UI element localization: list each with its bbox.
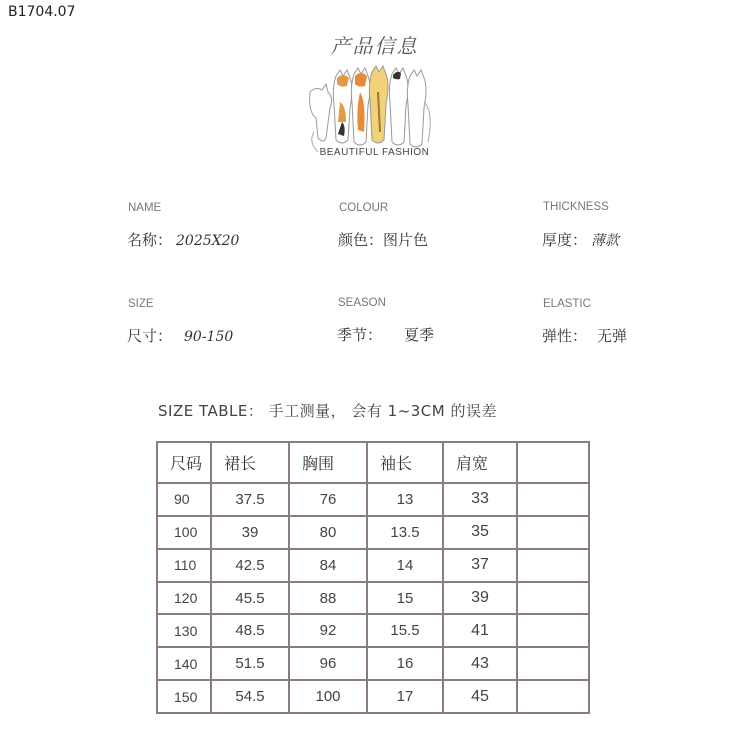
attr-size-label-en: SIZE bbox=[128, 298, 154, 310]
cell-shoulder-width: 33 bbox=[443, 483, 517, 516]
cell-empty bbox=[517, 614, 589, 647]
attr-season-label: 季节： bbox=[337, 326, 383, 344]
cell-sleeve-length: 13 bbox=[367, 483, 443, 516]
cell-shoulder-width: 37 bbox=[443, 549, 517, 582]
attr-thickness-label: 厚度： bbox=[542, 231, 588, 249]
cell-sleeve-length: 16 bbox=[367, 647, 443, 680]
page-title: 产品信息 bbox=[330, 34, 419, 58]
attr-season-value: 夏季 bbox=[404, 326, 435, 344]
cell-skirt-length: 51.5 bbox=[211, 647, 289, 680]
cell-bust: 92 bbox=[289, 614, 367, 647]
cell-bust: 76 bbox=[289, 483, 367, 516]
cell-bust: 96 bbox=[289, 647, 367, 680]
cell-empty bbox=[517, 516, 589, 549]
cell-size: 110 bbox=[157, 549, 211, 582]
table-row bbox=[157, 614, 589, 647]
cell-skirt-length: 54.5 bbox=[211, 680, 289, 713]
header-cell-shoulder-width: 肩宽 bbox=[443, 442, 517, 483]
table-header-row bbox=[157, 442, 589, 483]
attr-name bbox=[127, 229, 239, 250]
cell-shoulder-width: 35 bbox=[443, 516, 517, 549]
header-cell-skirt-length: 裙长 bbox=[211, 442, 289, 483]
cell-size: 90 bbox=[157, 483, 211, 516]
table-row bbox=[157, 483, 589, 516]
size-table bbox=[156, 441, 590, 714]
attr-size-label: 尺寸： bbox=[127, 327, 173, 345]
attr-size-value: 90-150 bbox=[184, 329, 234, 345]
cell-size: 140 bbox=[157, 647, 211, 680]
table-row bbox=[157, 647, 589, 680]
attr-colour-label-en: COLOUR bbox=[339, 202, 389, 214]
product-sku: B1704.07 bbox=[8, 4, 76, 20]
cell-shoulder-width: 41 bbox=[443, 614, 517, 647]
attr-thickness bbox=[542, 229, 619, 250]
attr-elastic-value: 无弹 bbox=[597, 327, 628, 345]
cell-bust: 84 bbox=[289, 549, 367, 582]
cell-shoulder-width: 39 bbox=[443, 582, 517, 615]
cell-skirt-length: 39 bbox=[211, 516, 289, 549]
cell-empty bbox=[517, 549, 589, 582]
cell-sleeve-length: 15 bbox=[367, 582, 443, 615]
cell-shoulder-width: 43 bbox=[443, 647, 517, 680]
cell-bust: 80 bbox=[289, 516, 367, 549]
cell-sleeve-length: 17 bbox=[367, 680, 443, 713]
size-table-title: SIZE TABLE： 手工测量， 会有 1~3CM 的误差 bbox=[158, 402, 497, 420]
attr-name-label-en: NAME bbox=[128, 202, 162, 214]
attr-colour-value: 图片色 bbox=[383, 231, 429, 249]
cell-skirt-length: 42.5 bbox=[211, 549, 289, 582]
cell-empty bbox=[517, 483, 589, 516]
attr-size bbox=[127, 325, 233, 346]
cell-skirt-length: 45.5 bbox=[211, 582, 289, 615]
cell-sleeve-length: 13.5 bbox=[367, 516, 443, 549]
cell-bust: 88 bbox=[289, 582, 367, 615]
cell-skirt-length: 48.5 bbox=[211, 614, 289, 647]
header-cell-empty bbox=[517, 442, 589, 483]
attr-name-label: 名称： bbox=[127, 231, 173, 249]
attr-colour bbox=[338, 229, 428, 250]
cell-bust: 100 bbox=[289, 680, 367, 713]
cell-sleeve-length: 14 bbox=[367, 549, 443, 582]
cell-sleeve-length: 15.5 bbox=[367, 614, 443, 647]
cell-skirt-length: 37.5 bbox=[211, 483, 289, 516]
brand-name: BEAUTIFUL FASHION bbox=[319, 147, 430, 158]
cell-size: 120 bbox=[157, 582, 211, 615]
header-cell-size: 尺码 bbox=[157, 442, 211, 483]
cell-size: 130 bbox=[157, 614, 211, 647]
table-row bbox=[157, 549, 589, 582]
attr-thickness-value: 薄款 bbox=[591, 233, 620, 249]
attr-colour-label: 颜色： bbox=[338, 231, 384, 249]
table-row bbox=[157, 582, 589, 615]
attr-elastic-label-en: ELASTIC bbox=[543, 298, 591, 310]
attr-season-label-en: SEASON bbox=[338, 297, 386, 309]
cell-shoulder-width: 45 bbox=[443, 680, 517, 713]
header-cell-sleeve-length: 袖长 bbox=[367, 442, 443, 483]
attr-name-value: 2025X20 bbox=[176, 233, 240, 249]
table-row bbox=[157, 516, 589, 549]
attr-elastic-label: 弹性： bbox=[542, 327, 588, 345]
attr-thickness-label-en: THICKNESS bbox=[543, 201, 609, 213]
attr-elastic bbox=[542, 325, 627, 346]
cell-size: 150 bbox=[157, 680, 211, 713]
cell-empty bbox=[517, 647, 589, 680]
cell-empty bbox=[517, 582, 589, 615]
cell-empty bbox=[517, 680, 589, 713]
table-row bbox=[157, 680, 589, 713]
attr-season bbox=[337, 324, 434, 345]
header-cell-bust: 胸围 bbox=[289, 442, 367, 483]
cell-size: 100 bbox=[157, 516, 211, 549]
